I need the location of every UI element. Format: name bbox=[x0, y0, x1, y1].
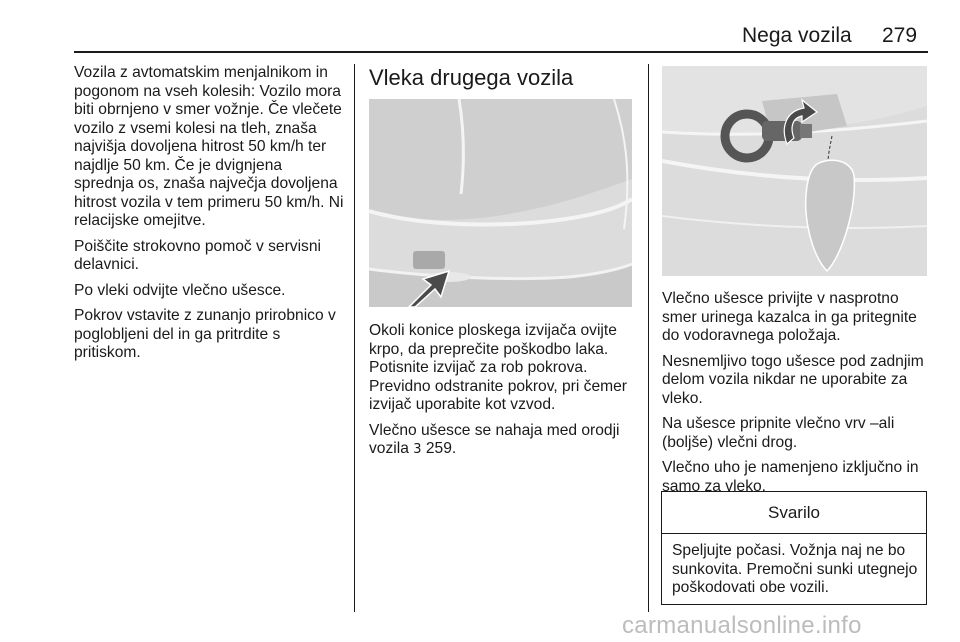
paragraph-eye-towing-only: Vlečno uho je namenjeno izključno in samo za vleko. bbox=[662, 459, 919, 495]
column-divider-right bbox=[648, 64, 649, 612]
tow-eye-illustration bbox=[662, 66, 927, 276]
column-divider-left bbox=[354, 64, 355, 612]
header-title: Nega vozila bbox=[742, 24, 852, 47]
paragraph-screwdriver: Okoli konice ploskega izvijača ovijte krpo, da preprečite poškodbo laka. Potisnite izvijač za rob pokrova. Previdno odstranite pokrov, pri čemer izvijač uporabite kot vzvod. bbox=[369, 322, 627, 413]
paragraph-unscrew-eye: Po vleki odvijte vlečno ušesce. bbox=[74, 281, 286, 299]
column-1 bbox=[74, 64, 344, 370]
cross-reference-page[interactable]: 259. bbox=[425, 440, 457, 457]
watermark: carmanualsonline.info bbox=[622, 612, 862, 639]
tow-eye-location-text: Vlečno ušesce se nahaja med orodji vozila bbox=[369, 421, 620, 457]
paragraph-service-help: Poiščite strokovno pomoč v servisni delavnici. bbox=[74, 237, 321, 273]
column-2-body bbox=[369, 322, 635, 467]
cross-reference-icon: 3 bbox=[413, 442, 422, 457]
paragraph-insert-cover: Pokrov vstavite z zunanjo prirobnico v poglobljeni del in ga pritrdite s pritiskom. bbox=[74, 307, 336, 361]
page-header bbox=[0, 0, 960, 52]
section-heading: Vleka drugega vozila bbox=[369, 65, 574, 90]
paragraph-awd-towing: Vozila z avtomatskim menjalnikom in pogonom na vseh kolesih: Vozilo mora biti obrnjeno v smer vožnje. Če vlečete vozilo z vsemi kolesi na tleh, znaša najvišja dovoljena hitrost 50 km/h ter najdlje 50 km. Če je dvignjena sprednja os, znaša največja dovoljena hitrost vozila v tem primeru 50 km/h. Ni relacijske omejitve. bbox=[74, 64, 344, 229]
paragraph-screw-in-eye: Vlečno ušesce privijte v nasprotno smer urinega kazalca in ga pritegnite do vodoravnega položaja. bbox=[662, 290, 917, 344]
paragraph-attach-rope: Na ušesce pripnite vlečno vrv –ali (boljše) vlečni drog. bbox=[662, 415, 895, 451]
header-rule bbox=[74, 51, 928, 53]
paragraph-tow-eye-location bbox=[369, 422, 635, 460]
column-2 bbox=[369, 64, 633, 92]
column-3-body bbox=[662, 290, 930, 503]
bumper-cover-illustration bbox=[369, 99, 632, 307]
warning-text: Speljujte počasi. Vožnja naj ne bo sunkovita. Premočni sunki utegnejo poškodovati obe vozili. bbox=[672, 542, 918, 596]
warning-box bbox=[661, 491, 927, 605]
paragraph-fixed-eye-warning: Nesnemljivo togo ušesce pod zadnjim delom vozila nikdar ne uporabite za vleko. bbox=[662, 352, 924, 407]
warning-title: Svarilo bbox=[662, 492, 926, 534]
page-number: 279 bbox=[882, 24, 918, 47]
